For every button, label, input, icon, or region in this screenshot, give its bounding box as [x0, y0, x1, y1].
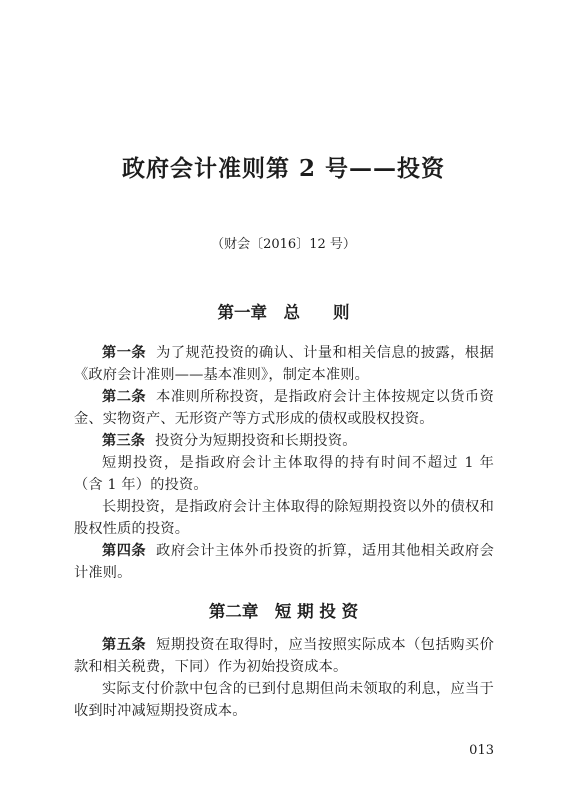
paragraph-interest-offset: 实际支付价款中包含的已到付息期但尚未领取的利息，应当于收到时冲减短期投资成本。: [74, 681, 494, 719]
article-2: [74, 386, 494, 430]
article-3: [74, 430, 494, 452]
article-1: [74, 342, 494, 386]
article-label: 第四条: [102, 543, 147, 559]
article-4: [74, 540, 494, 584]
article-label: 第五条: [102, 637, 147, 653]
article-text: 投资分为短期投资和长期投资。: [155, 433, 357, 449]
paragraph-short-term-definition: 短期投资，是指政府会计主体取得的持有时间不超过 1 年（含 1 年）的投资。: [74, 455, 494, 493]
chapter-1-body: [74, 342, 494, 584]
chapter-heading-2: 第二章 短 期 投 资: [208, 602, 359, 621]
chapter-2-body: [74, 634, 494, 722]
article-label: 第三条: [102, 433, 146, 449]
article-label: 第一条: [102, 345, 147, 361]
page-number: 013: [469, 743, 494, 758]
article-label: 第二条: [102, 389, 147, 405]
document-title: 政府会计准则第 2 号——投资: [121, 155, 446, 182]
article-text: 短期投资在取得时，应当按照实际成本（包括购买价款和相关税费，下同）作为初始投资成本。: [74, 637, 494, 675]
article-text: 政府会计主体外币投资的折算，适用其他相关政府会计准则。: [74, 543, 494, 581]
document-number: （财会〔2016〕12 号）: [211, 237, 356, 252]
chapter-heading-1: 第一章 总 则: [217, 303, 350, 322]
article-text: 为了规范投资的确认、计量和相关信息的披露，根据《政府会计准则——基本准则》，制定本准则。: [74, 345, 494, 383]
article-text: 本准则所称投资，是指政府会计主体按规定以货币资金、实物资产、无形资产等方式形成的债权或股权投资。: [74, 389, 494, 427]
paragraph-long-term-definition: 长期投资，是指政府会计主体取得的除短期投资以外的债权和股权性质的投资。: [74, 499, 494, 537]
article-5: [74, 634, 494, 678]
